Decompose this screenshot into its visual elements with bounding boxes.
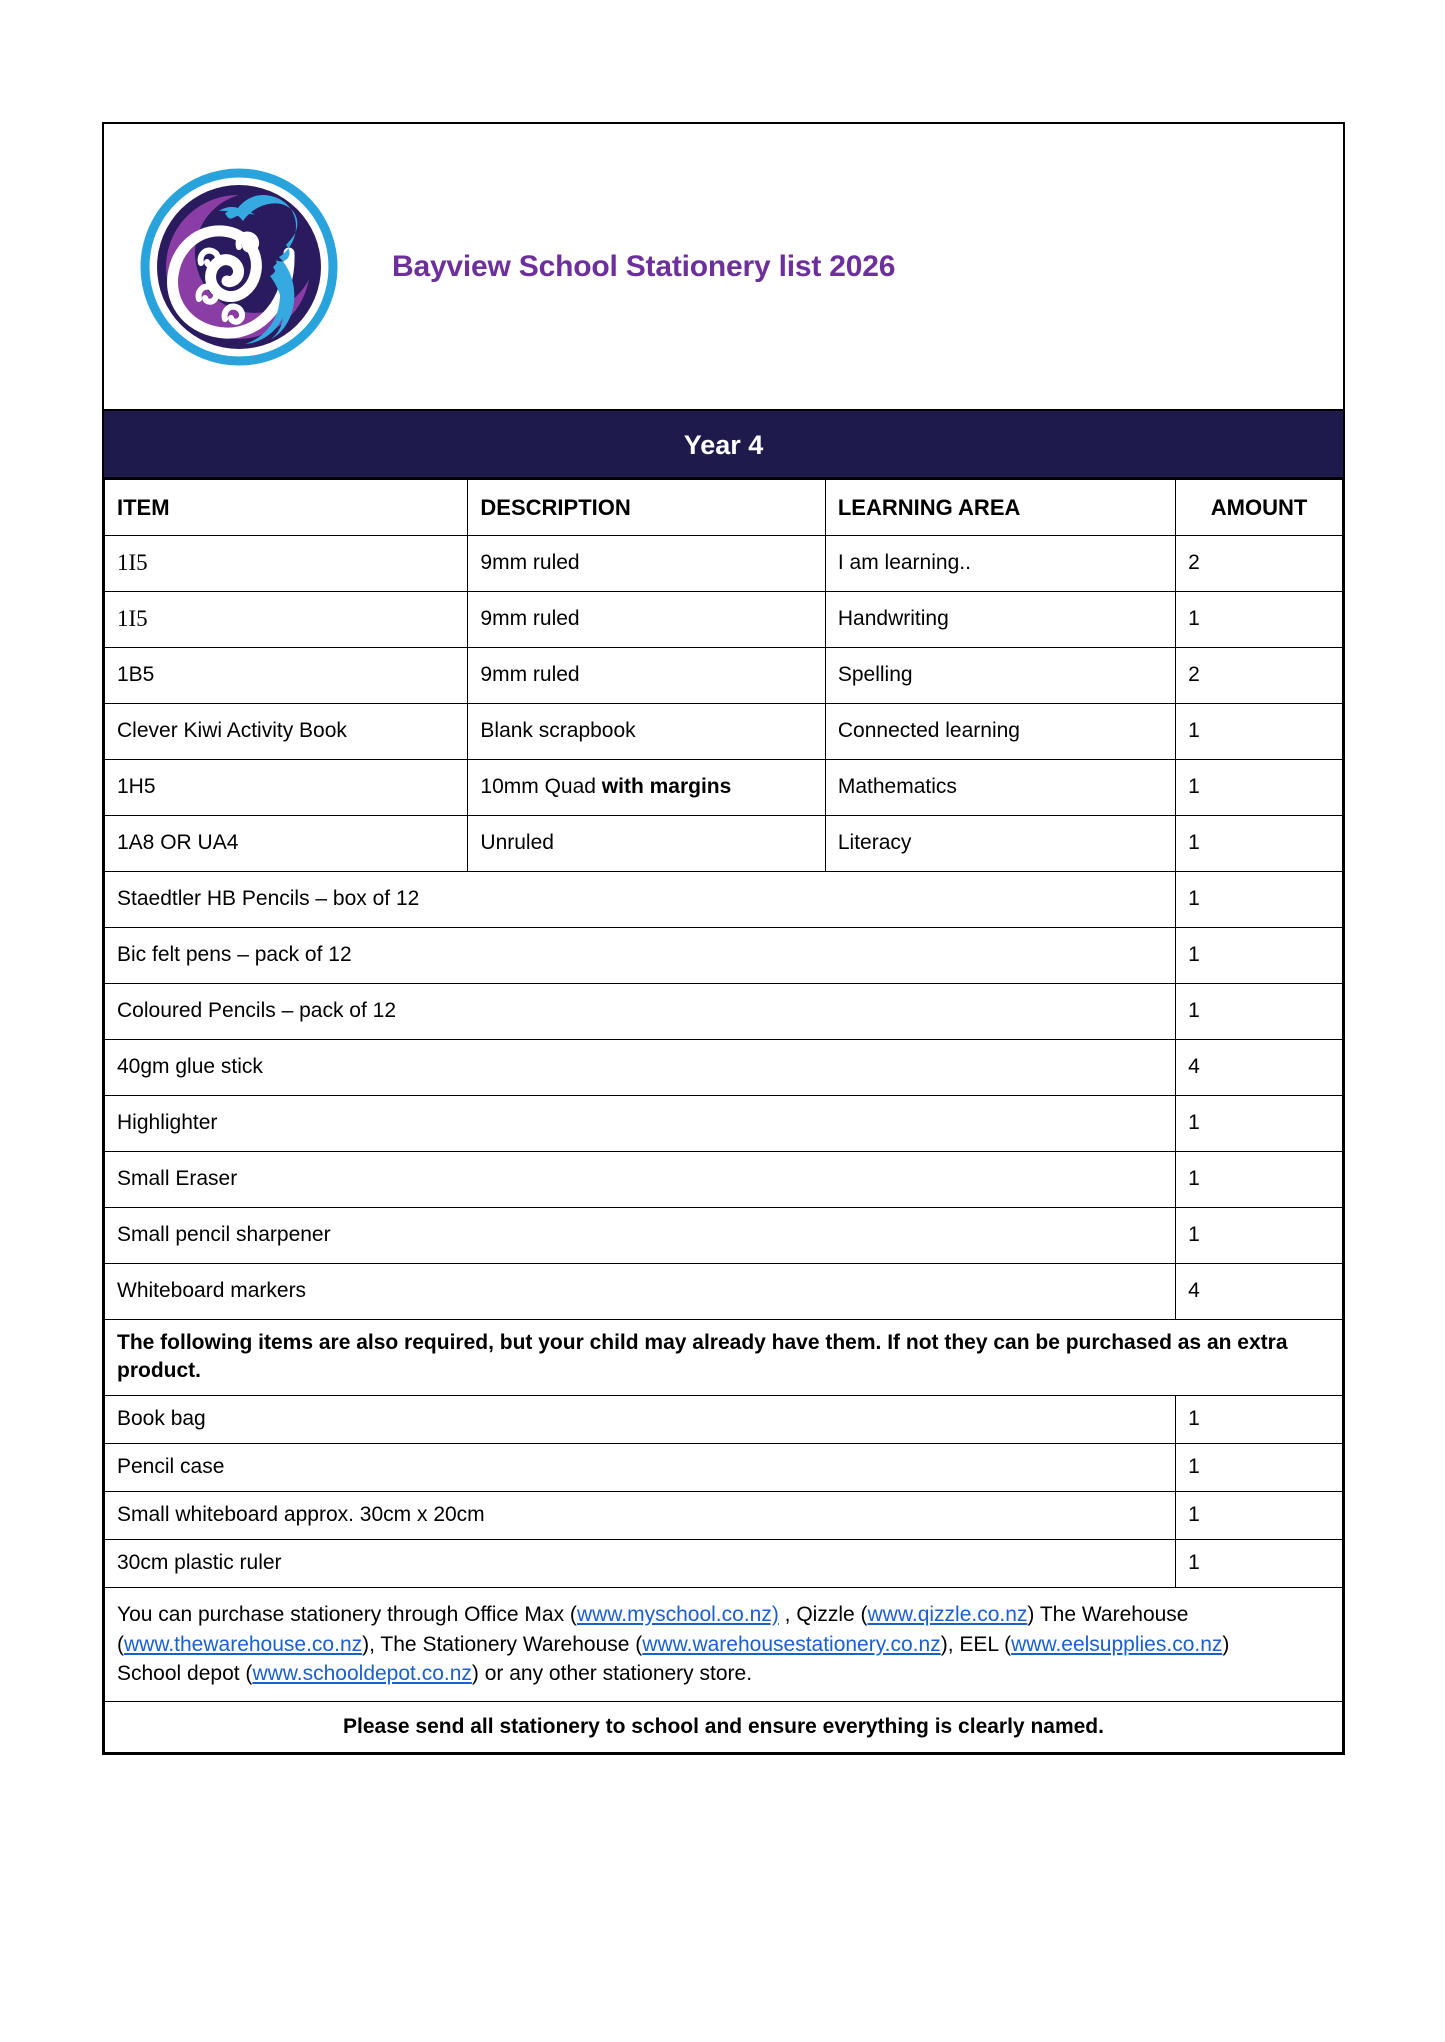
cell-amount: 1 [1176,816,1343,872]
cell-amount: 1 [1176,704,1343,760]
cell-amount: 1 [1176,1096,1343,1152]
link-schooldepot[interactable]: www.schooldepot.co.nz [252,1662,472,1686]
cell-amount: 1 [1176,1539,1343,1587]
cell-amount: 1 [1176,592,1343,648]
purchase-text-8: ) or any other stationery store. [471,1662,753,1686]
table-row [105,1395,1343,1443]
cell-description [468,648,825,704]
school-logo [104,167,374,367]
link-myschool[interactable]: www.myschool.co.nz) [576,1602,779,1626]
table-row [105,1208,1343,1264]
cell-description [468,592,825,648]
cell-item: Whiteboard markers [105,1264,1176,1320]
table-row [105,648,1343,704]
cell-amount: 1 [1176,984,1343,1040]
document-header [104,124,1343,411]
purchase-text-1: You can purchase stationery through Office Max ( [117,1602,577,1626]
notice-text: The following items are also required, but your child may already have them. If not they can be purchased as an extra product. [105,1320,1343,1396]
table-row [105,1152,1343,1208]
cell-learning-area: Connected learning [825,704,1175,760]
purchase-info-row [105,1587,1343,1701]
cell-learning-area: Literacy [825,816,1175,872]
purchase-text-7: School depot ( [117,1662,253,1686]
table-row [105,1264,1343,1320]
cell-item: 1B5 [105,648,468,704]
purchase-info-text [105,1587,1343,1701]
cell-learning-area: Handwriting [825,592,1175,648]
cell-item: Book bag [105,1395,1176,1443]
purchase-text-6: ) [1222,1632,1230,1656]
link-thewarehouse[interactable]: www.thewarehouse.co.nz [124,1632,363,1656]
table-row [105,816,1343,872]
purchase-text-3: ) The Warehouse ( [117,1602,1189,1656]
table-row [105,592,1343,648]
cell-amount: 4 [1176,1040,1343,1096]
cell-item: Small Eraser [105,1152,1176,1208]
table-row [105,1491,1343,1539]
cell-item: Bic felt pens – pack of 12 [105,928,1176,984]
table-row [105,928,1343,984]
link-warehousestationery[interactable]: www.warehousestationery.co.nz [642,1632,941,1656]
cell-amount: 2 [1176,536,1343,592]
purchase-text-5: ), EEL ( [940,1632,1012,1656]
table-row [105,760,1343,816]
cell-amount: 1 [1176,1443,1343,1491]
cell-item: Small pencil sharpener [105,1208,1176,1264]
cell-item: 1A8 OR UA4 [105,816,468,872]
description-emphasis: with margins [601,775,732,799]
column-header-description: DESCRIPTION [468,480,825,536]
cell-item: 1I5 [105,536,468,592]
cell-item: Highlighter [105,1096,1176,1152]
closing-note-row [105,1702,1343,1753]
cell-item: Coloured Pencils – pack of 12 [105,984,1176,1040]
description-text: 9mm ruled [480,663,580,687]
link-qizzle[interactable]: www.qizzle.co.nz [867,1602,1028,1626]
cell-item: 1I5 [105,592,468,648]
cell-item: Pencil case [105,1443,1176,1491]
cell-amount: 2 [1176,648,1343,704]
cell-description [468,816,825,872]
cell-description [468,704,825,760]
page-title: Bayview School Stationery list 2026 [392,249,896,283]
cell-amount: 1 [1176,1491,1343,1539]
cell-amount: 1 [1176,928,1343,984]
table-row [105,536,1343,592]
table-row [105,872,1343,928]
cell-description [468,536,825,592]
cell-learning-area: Spelling [825,648,1175,704]
purchase-text-2: , Qizzle ( [778,1602,868,1626]
description-text: Unruled [480,831,554,855]
cell-item: Small whiteboard approx. 30cm x 20cm [105,1491,1176,1539]
link-eelsupplies[interactable]: www.eelsupplies.co.nz [1011,1632,1223,1656]
table-row [105,1096,1343,1152]
cell-item: 1H5 [105,760,468,816]
year-banner: Year 4 [104,411,1343,479]
table-row [105,1443,1343,1491]
purchase-text-4: ), The Stationery Warehouse ( [362,1632,643,1656]
table-header-row [105,480,1343,536]
description-text: 9mm ruled [480,607,580,631]
cell-amount: 4 [1176,1264,1343,1320]
cell-amount: 1 [1176,872,1343,928]
column-header-item: ITEM [105,480,468,536]
cell-item: 30cm plastic ruler [105,1539,1176,1587]
cell-item: Clever Kiwi Activity Book [105,704,468,760]
cell-amount: 1 [1176,1208,1343,1264]
closing-note-text: Please send all stationery to school and ensure everything is clearly named. [105,1702,1343,1753]
column-header-amount: AMOUNT [1176,480,1343,536]
stationery-table [104,479,1343,1753]
cell-learning-area: I am learning.. [825,536,1175,592]
cell-amount: 1 [1176,1152,1343,1208]
table-row [105,704,1343,760]
column-header-learning-area: LEARNING AREA [825,480,1175,536]
description-text: Blank scrapbook [480,719,636,743]
table-row [105,1040,1343,1096]
cell-item: 40gm glue stick [105,1040,1176,1096]
cell-item: Staedtler HB Pencils – box of 12 [105,872,1176,928]
cell-description [468,760,825,816]
description-text: 10mm Quad [480,775,602,799]
description-text: 9mm ruled [480,551,580,575]
cell-amount: 1 [1176,1395,1343,1443]
cell-amount: 1 [1176,760,1343,816]
table-row [105,1539,1343,1587]
notice-row [105,1320,1343,1396]
cell-learning-area: Mathematics [825,760,1175,816]
koru-logo-icon [139,167,339,367]
document-frame [102,122,1345,1755]
table-row [105,984,1343,1040]
